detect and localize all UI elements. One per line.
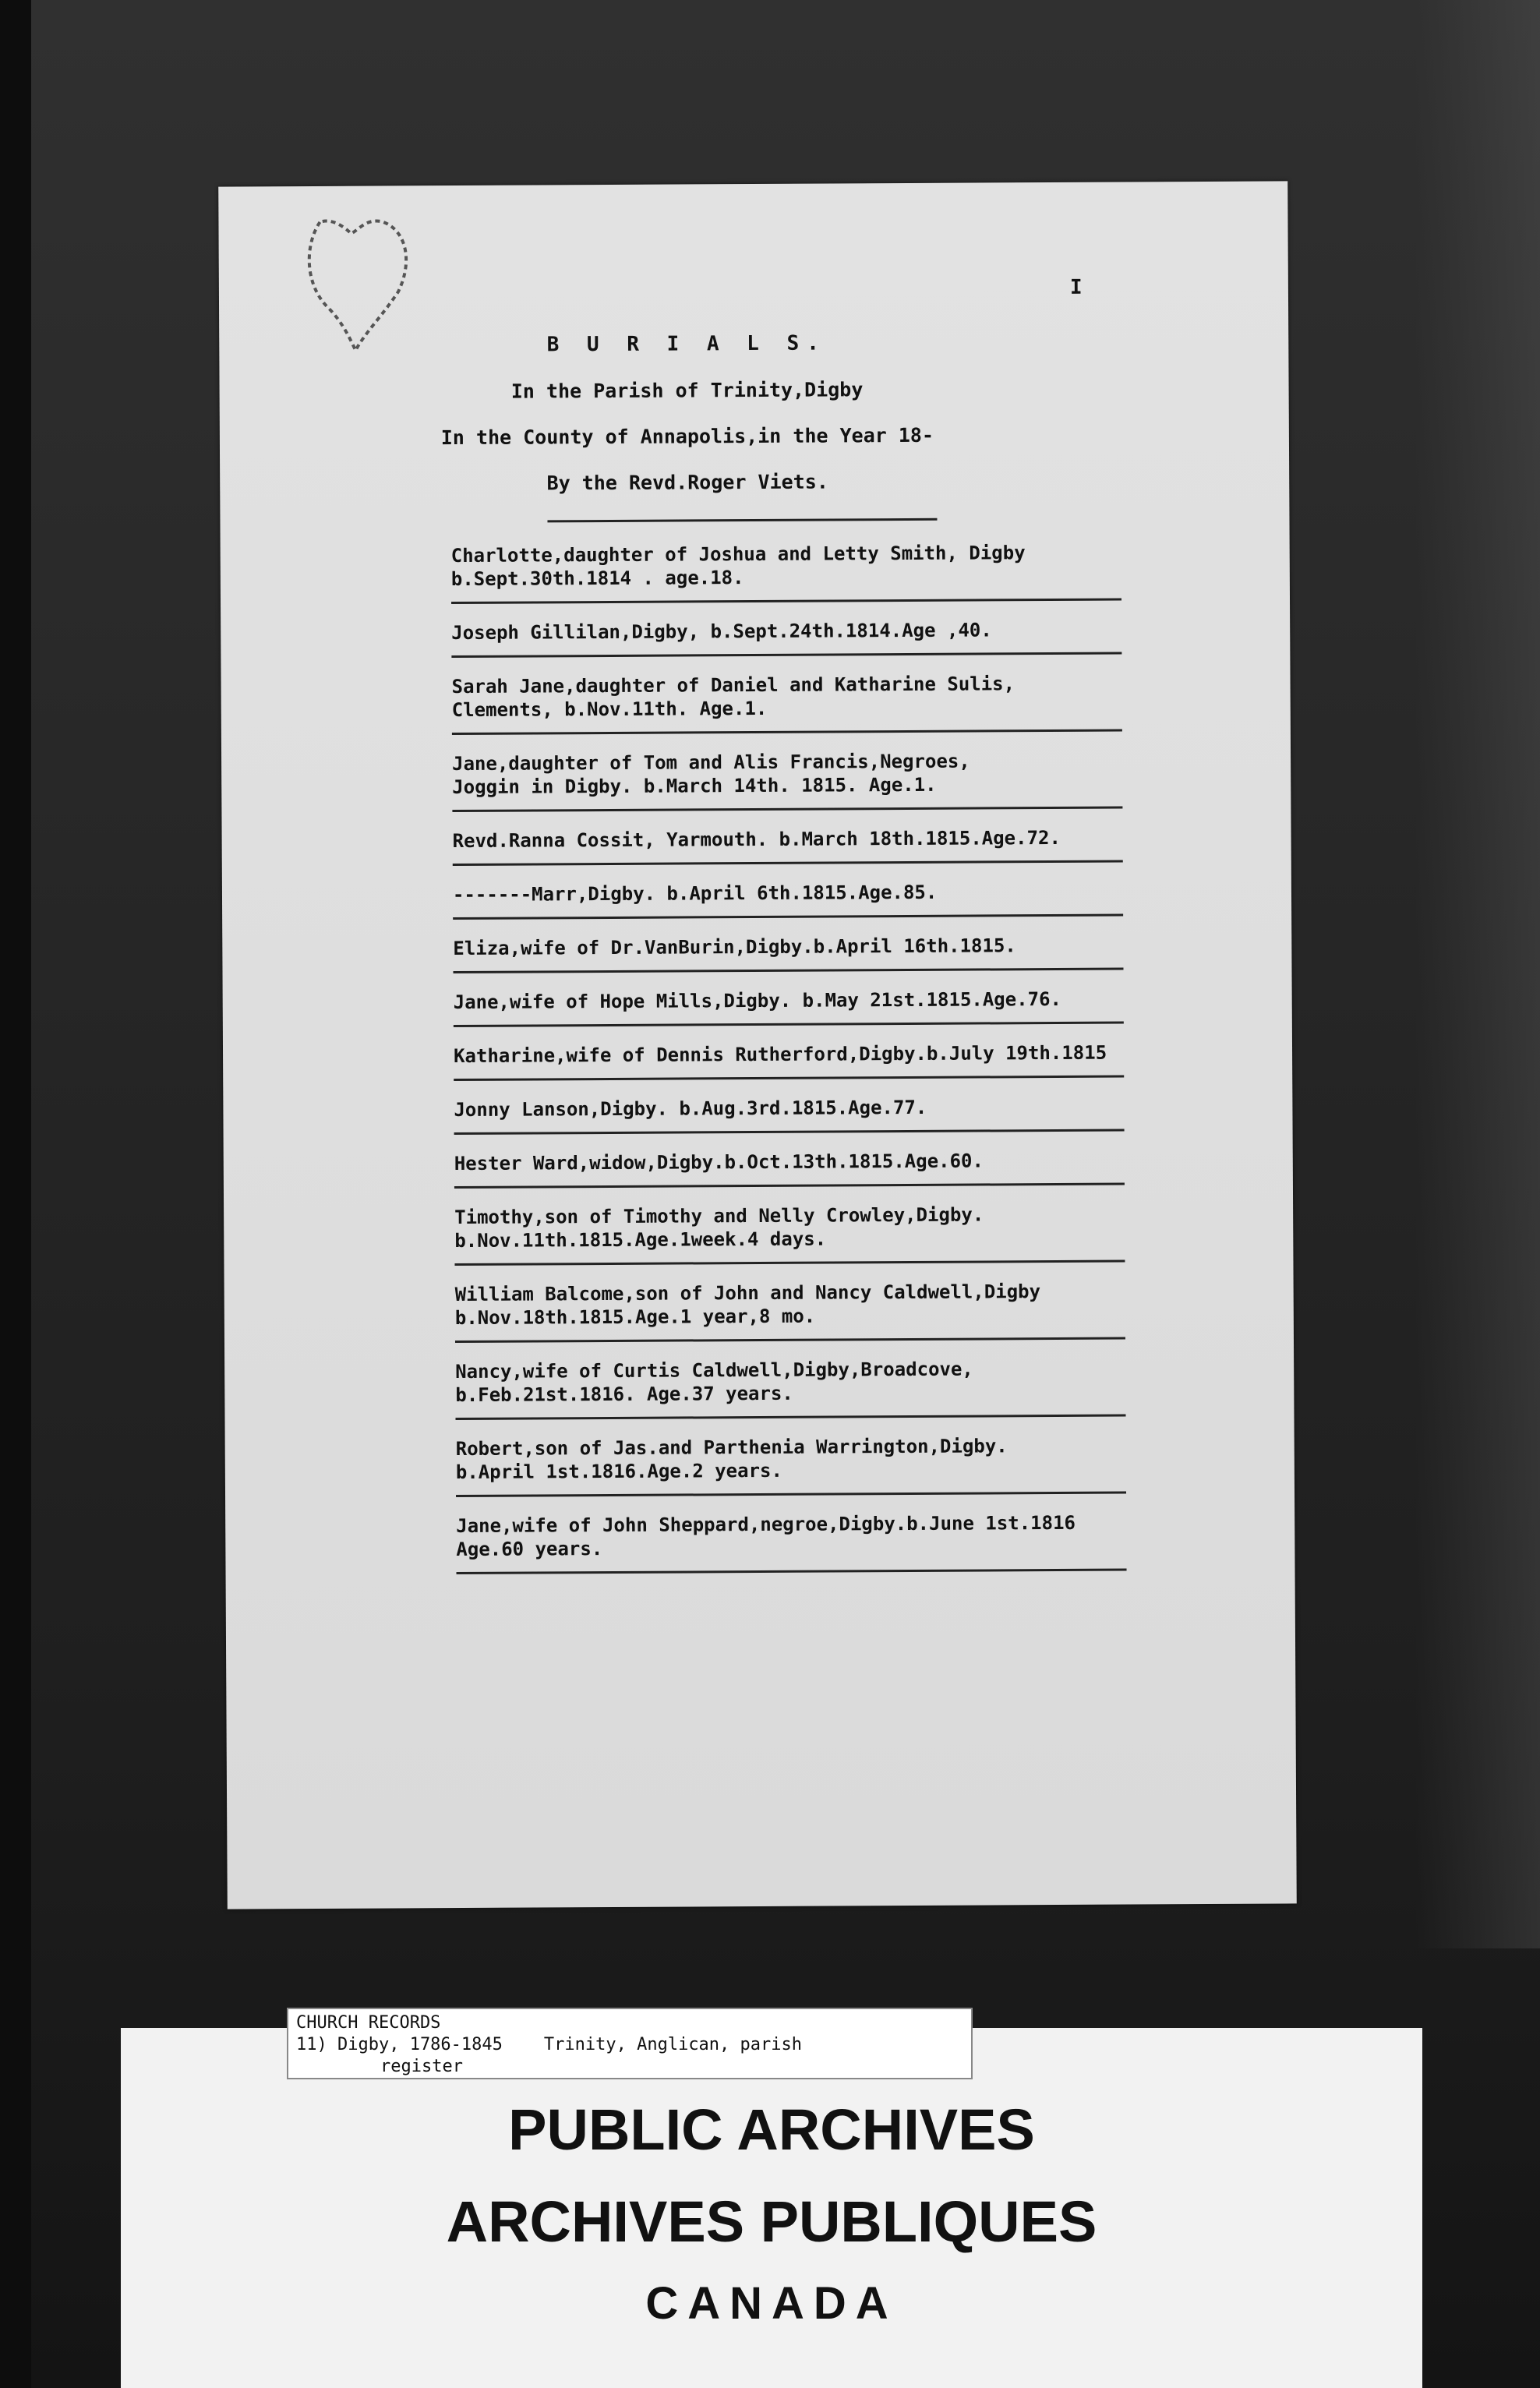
county-line: In the County of Annapolis,in the Year 18- <box>440 423 934 450</box>
burial-entry-line: William Balcome,son of John and Nancy Caldwell,Digby <box>454 1281 1041 1306</box>
burial-entry <box>452 748 1263 812</box>
entry-divider <box>455 1337 1125 1344</box>
entry-divider <box>457 1569 1127 1575</box>
burial-entry <box>454 987 1264 1027</box>
seal-stamp-mark <box>273 198 429 355</box>
reference-item-continued: register <box>380 2057 463 2076</box>
burial-entry-line: Jane,wife of Hope Mills,Digby. b.May 21st.1815.Age.76. <box>453 987 1062 1014</box>
burial-entry <box>452 671 1263 735</box>
burial-entry-line: Revd.Ranna Cossit, Yarmouth. b.March 18th.1815.Age.72. <box>452 826 1061 853</box>
burial-entry-line: Joggin in Digby. b.March 14th. 1815. Age.1. <box>452 773 937 799</box>
entry-divider <box>453 914 1123 920</box>
page-number: I <box>1069 275 1083 299</box>
burial-entry <box>456 1510 1266 1574</box>
archive-country: CANADA <box>645 2278 898 2329</box>
burial-entry-line: Hester Ward,widow,Digby.b.Oct.13th.1815.Age.60. <box>454 1150 984 1175</box>
burial-entry-line: Charlotte,daughter of Joshua and Letty Smith, Digby <box>450 542 1026 567</box>
burial-entry <box>454 1148 1265 1189</box>
burial-entry <box>453 933 1263 973</box>
burial-entry <box>456 1433 1266 1497</box>
entry-divider <box>452 729 1122 736</box>
entry-divider <box>452 807 1122 813</box>
burial-entry-line: Eliza,wife of Dr.VanBurin,Digby.b.April 16th.1815. <box>453 934 1016 960</box>
burial-entry-line: -------Marr,Digby. b.April 6th.1815.Age.85. <box>452 881 938 906</box>
entry-divider <box>454 1260 1125 1266</box>
burial-entry-line: b.Nov.11th.1815.Age.1week.4 days. <box>454 1228 827 1252</box>
burial-entry-line: Nancy,wife of Curtis Caldwell,Digby,Broadcove, <box>455 1358 973 1383</box>
film-edge-left <box>0 0 31 2388</box>
register-page <box>218 181 1297 1909</box>
entry-divider <box>455 1415 1125 1421</box>
burial-entry <box>454 1202 1265 1266</box>
parish-line: In the Parish of Trinity,Digby <box>510 378 864 403</box>
entry-divider <box>454 1183 1125 1189</box>
entry-divider <box>453 968 1123 974</box>
burial-entry-line: Jane,wife of John Sheppard,negroe,Digby.b.June 1st.1816 <box>456 1511 1076 1538</box>
burial-entry <box>455 1279 1266 1343</box>
archive-name-french: ARCHIVES PUBLIQUES <box>446 2189 1097 2254</box>
burial-entry <box>454 1040 1264 1081</box>
burial-entry-line: Jane,daughter of Tom and Alis Francis,Negroes, <box>452 750 970 775</box>
entry-divider <box>454 1129 1125 1136</box>
entry-divider <box>454 1076 1124 1082</box>
entry-divider <box>451 599 1121 605</box>
entry-divider <box>456 1492 1126 1498</box>
burial-entry-line: b.Feb.21st.1816. Age.37 years. <box>455 1382 793 1407</box>
register-title: B U R I A L S. <box>546 331 827 357</box>
burial-entry-line: Joseph Gillilan,Digby, b.Sept.24th.1814.Age ,40. <box>451 619 992 645</box>
archive-name-english: PUBLIC ARCHIVES <box>508 2097 1035 2162</box>
header-divider <box>547 518 937 523</box>
reference-tag <box>287 2008 973 2079</box>
burial-entry-line: Age.60 years. <box>456 1538 603 1561</box>
burial-entry-line: Katharine,wife of Dennis Rutherford,Digby.b.July 19th.1815 <box>453 1041 1107 1068</box>
burial-entry <box>455 1356 1266 1420</box>
reference-category: CHURCH RECORDS <box>296 2013 441 2033</box>
burial-entry-line: Robert,son of Jas.and Parthenia Warrington,Digby. <box>455 1435 1008 1461</box>
burial-entry-line: Jonny Lanson,Digby. b.Aug.3rd.1815.Age.77. <box>454 1096 927 1122</box>
burial-entry-line: b.Nov.18th.1815.Age.1 year,8 mo. <box>454 1305 816 1330</box>
entry-divider <box>454 1022 1124 1028</box>
burial-entry-line: b.April 1st.1816.Age.2 years. <box>455 1459 782 1484</box>
burial-entry <box>454 1094 1264 1135</box>
burial-entry-line: Sarah Jane,daughter of Daniel and Katharine Sulis, <box>451 673 1015 698</box>
entry-divider <box>451 652 1121 659</box>
burial-entries <box>451 540 1267 1591</box>
burial-entry <box>453 879 1263 920</box>
burial-entry-line: b.Sept.30th.1814 . age.18. <box>450 567 744 591</box>
reference-item: 11) Digby, 1786-1845 Trinity, Anglican, parish <box>296 2035 803 2054</box>
burial-entry <box>451 540 1262 604</box>
register-header <box>219 330 1155 519</box>
burial-entry-line: Clements, b.Nov.11th. Age.1. <box>451 697 768 722</box>
clergy-line: By the Revd.Roger Viets. <box>546 470 828 495</box>
burial-entry <box>453 825 1263 866</box>
film-edge-right <box>1415 0 1540 1948</box>
burial-entry <box>451 617 1262 658</box>
burial-entry-line: Timothy,son of Timothy and Nelly Crowley,Digby. <box>454 1203 984 1229</box>
entry-divider <box>453 860 1123 867</box>
